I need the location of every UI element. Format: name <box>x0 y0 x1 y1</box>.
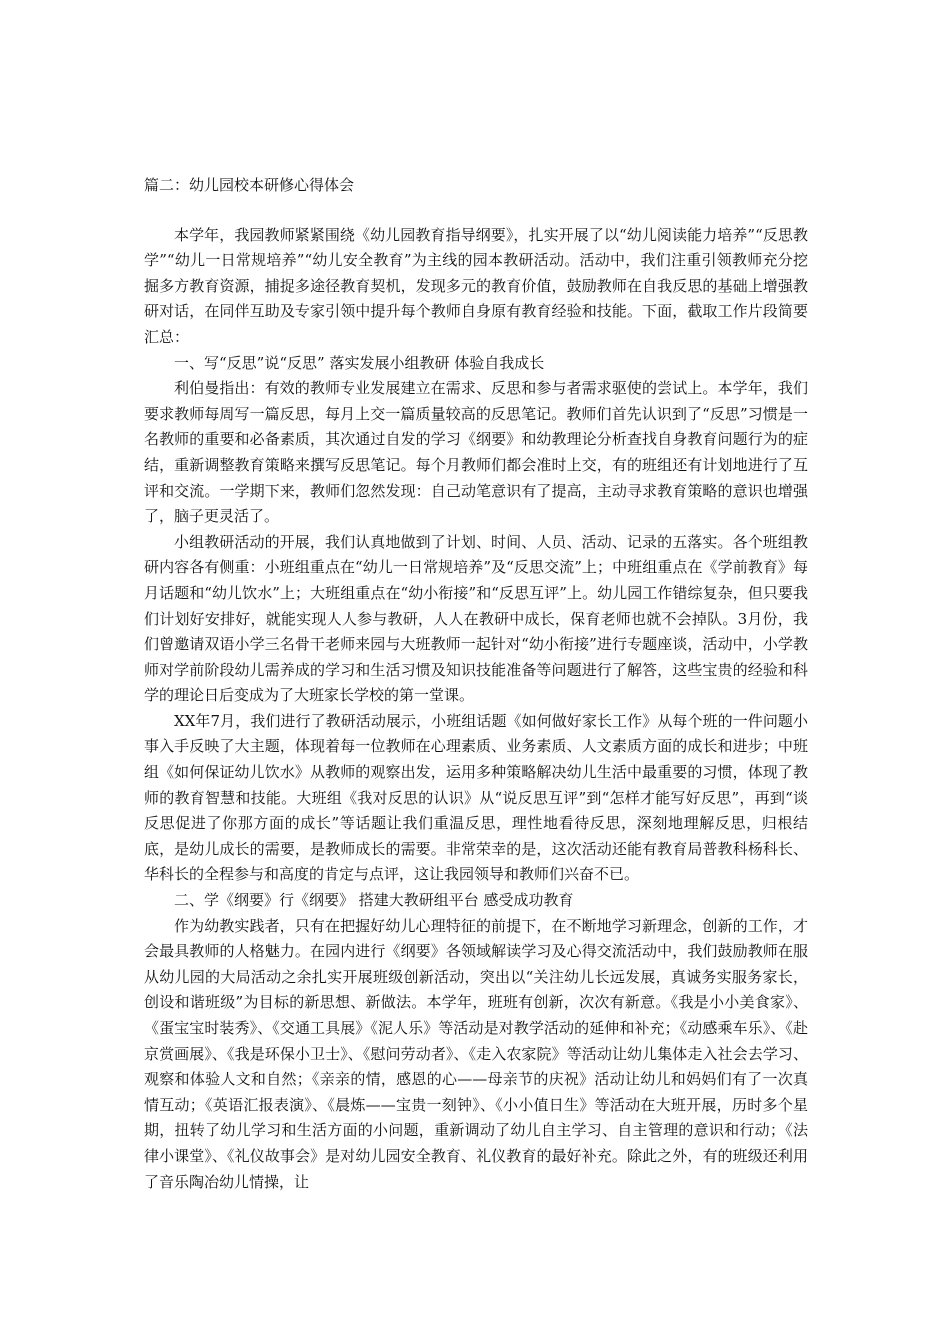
document-title: 篇二：幼儿园校本研修心得体会 <box>144 176 355 194</box>
document-body <box>144 173 808 1195</box>
section-heading-1: 一、写“反思”说“反思” 落实发展小组教研 体验自我成长 <box>174 353 545 372</box>
intro-paragraph: 本学年，我园教师紧紧围绕《幼儿园教育指导纲要》，扎实开展了以“幼儿阅读能力培养”“反思教学”“幼儿一日常规培养”“幼儿安全教育”为主线的园本教研活动。活动中，我们注重引领教师充分挖掘多方教育资源，捕捉多途径教育契机，发现多元的教育价值，鼓励教师在自我反思的基础上增强教研对话，在同伴互助及专家引领中提升每个教师自身原有教育经验和技能。下面，截取工作片段简要汇总： <box>144 225 808 346</box>
body-paragraph: XX年7月，我们进行了教研活动展示，小班组话题《如何做好家长工作》从每个班的一件问题小事入手反映了大主题，体现着每一位教师在心理素质、业务素质、人文素质方面的成长和进步；中班组《如何保证幼儿饮水》从教师的观察出发，运用多种策略解决幼儿生活中最重要的习惯，体现了教师的教育智慧和技能。大班组《我对反思的认识》从“说反思互评”到“怎样才能写好反思”，再到“谈反思促进了你那方面的成长”等话题让我们重温反思，理性地看待反思，深刻地理解反思，归根结底，是幼儿成长的需要，是教师成长的需要。非常荣幸的是，这次活动还能有教育局普教科杨科长、华科长的全程参与和高度的肯定与点评，这让我园领导和教师们兴奋不已。 <box>144 711 808 884</box>
section-heading-2: 二、学《纲要》行《纲要》 搭建大教研组平台 感受成功教育 <box>174 891 574 910</box>
body-paragraph: 利伯曼指出：有效的教师专业发展建立在需求、反思和参与者需求驱使的尝试上。本学年，我们要求教师每周写一篇反思，每月上交一篇质量较高的反思笔记。教师们首先认识到了“反思”习惯是一名教师的重要和必备素质，其次通过自发的学习《纲要》和幼教理论分析查找自身教育问题行为的症结，重新调整教育策略来撰写反思笔记。每个月教师们都会准时上交，有的班组还有计划地进行了互评和交流。一学期下来，教师们忽然发现：自己动笔意识有了提高，主动寻求教育策略的意识也增强了，脑子更灵活了。 <box>144 379 808 526</box>
body-paragraph: 作为幼教实践者，只有在把握好幼儿心理特征的前提下，在不断地学习新理念，创新的工作，才会最具教师的人格魅力。在园内进行《纲要》各领域解读学习及心得交流活动中，我们鼓励教师在服从幼儿园的大局活动之余扎实开展班级创新活动，突出以“关注幼儿长远发展，真诚务实服务家长，创设和谐班级”为目标的新思想、新做法。本学年，班班有创新，次次有新意。《我是小小美食家》、《蛋宝宝时装秀》、《交通工具展》《泥人乐》等活动是对教学活动的延伸和补充；《动感乘车乐》、《赴京赏画展》、《我是环保小卫士》、《慰问劳动者》、《走入农家院》等活动让幼儿集体走入社会去学习、观察和体验人文和自然；《亲亲的情，感恩的心——母亲节的庆祝》活动让幼儿和妈妈们有了一次真情互动；《英语汇报表演》、《晨炼——宝贵一刻钟》、《小小值日生》等活动在大班开展，历时多个星期，扭转了幼儿学习和生活方面的小问题，重新调动了幼儿自主学习、自主管理的意识和行动；《法律小课堂》、《礼仪故事会》是对幼儿园安全教育、礼仪教育的最好补充。除此之外，有的班级还利用了音乐陶冶幼儿情操，让 <box>144 916 808 1191</box>
body-paragraph: 小组教研活动的开展，我们认真地做到了计划、时间、人员、活动、记录的五落实。各个班组教研内容各有侧重：小班组重点在“幼儿一日常规培养”及“反思交流”上；中班组重点在《学前教育》每月话题和“幼儿饮水”上；大班组重点在“幼小衔接”和“反思互评”上。幼儿园工作错综复杂，但只要我们计划好安排好，就能实现人人参与教研，人人在教研中成长，保育老师也就不会掉队。3月份，我们曾邀请双语小学三名骨干老师来园与大班教师一起针对“幼小衔接”进行专题座谈，活动中，小学教师对学前阶段幼儿需养成的学习和生活习惯及知识技能准备等问题进行了解答，这些宝贵的经验和科学的理论日后变成为了大班家长学校的第一堂课。 <box>144 532 808 705</box>
